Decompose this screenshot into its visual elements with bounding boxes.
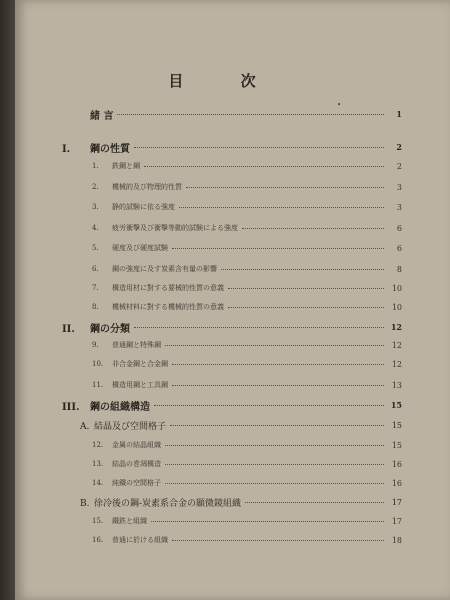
toc-entry-text: 結晶及び空間格子: [94, 421, 167, 432]
toc-entry-label: [92, 264, 217, 274]
leader-dots: [228, 287, 384, 289]
toc-page-number: 6: [396, 223, 402, 233]
toc-entry-label: [92, 302, 224, 312]
leader-dots: [165, 444, 384, 446]
toc-entry-text: 純鐵の空間格子: [112, 479, 161, 487]
leader-dots: [228, 306, 384, 308]
leader-dots: [165, 482, 384, 484]
toc-entry-text: 鐵鉄と組織: [112, 517, 147, 525]
toc-entry: [92, 300, 402, 314]
toc-page-number: 15: [391, 420, 402, 430]
toc-page-number: 6: [396, 243, 402, 253]
toc-entry: [92, 357, 402, 371]
toc-entry: [92, 476, 402, 490]
toc-entry-number: B.: [80, 498, 90, 509]
toc-entry: [92, 241, 402, 255]
toc-page-number: 3: [396, 202, 402, 212]
toc-entry-label: [92, 478, 161, 488]
toc-entry-text: 鋼の性質: [90, 143, 130, 155]
toc-entry: [92, 180, 402, 194]
toc-entry-text: 鋼の組織構造: [90, 401, 150, 413]
toc-entry-number: 13.: [92, 460, 104, 468]
toc-entry: [92, 457, 402, 471]
leader-dots: [134, 326, 384, 328]
toc-entry-number: 16.: [92, 536, 104, 544]
toc-page-number: 18: [391, 535, 402, 545]
toc-entry-number: 11.: [92, 381, 104, 389]
leader-dots: [186, 186, 384, 188]
ink-mark: •: [337, 101, 342, 109]
toc-entry-text: 機械的及び物理的性質: [112, 183, 182, 191]
toc-entry-text: 鉄鋼と鋼: [112, 162, 140, 170]
toc-entry-number: 14.: [92, 479, 104, 487]
toc-entry-number: 6.: [92, 265, 99, 273]
toc-entry-label: [92, 182, 182, 192]
leader-dots: [221, 268, 384, 270]
toc-page-number: 16: [391, 459, 402, 469]
toc-page-number: 3: [396, 182, 402, 192]
toc-entry: [62, 140, 402, 154]
leader-dots: [134, 146, 384, 148]
toc-entry-number: 1.: [92, 162, 99, 170]
toc-page-number: 10: [391, 302, 402, 312]
toc-page-number: 12: [391, 359, 402, 369]
toc-entry: [92, 438, 402, 452]
leader-dots: [151, 520, 384, 522]
leader-dots: [170, 424, 384, 426]
toc-entry-label: [92, 223, 238, 233]
toc-entry: [92, 159, 402, 173]
toc-entry-text: 普通に於ける組織: [112, 536, 168, 544]
toc-entry: [62, 398, 402, 412]
toc-entry-label: [92, 202, 175, 212]
leader-dots: [242, 227, 384, 229]
toc-entry-number: 2.: [92, 183, 99, 191]
toc-page-number: 2: [396, 142, 402, 152]
toc-entry-label: [80, 419, 166, 432]
toc-entry-label: [92, 459, 161, 469]
leader-dots: [172, 539, 384, 541]
toc-entry-text: 疲労衝撃及び衝撃等動的試験による強度: [112, 224, 238, 232]
leader-dots: [165, 463, 384, 465]
toc-entry-number: II.: [62, 323, 75, 335]
toc-entry-label: [80, 496, 241, 509]
toc-entry-text: 構造用鋼と工具鋼: [112, 381, 168, 389]
toc-entry-number: A.: [80, 421, 90, 432]
toc-entry-label: [62, 140, 130, 155]
leader-dots: [154, 404, 384, 406]
toc-page-number: 16: [391, 478, 402, 488]
toc-page-number: 12: [390, 322, 402, 332]
toc-entry: [92, 221, 402, 235]
toc-entry-label: [92, 161, 140, 171]
leader-dots: [172, 384, 384, 386]
toc-entry-number: 9.: [92, 341, 99, 349]
toc-entry-label: [92, 243, 168, 253]
toc-page-number: 17: [391, 516, 402, 526]
toc-entry-number: 7.: [92, 284, 99, 292]
leader-dots: [179, 206, 384, 208]
toc-entry-number: 3.: [92, 203, 99, 211]
toc-entry-label: [92, 535, 168, 545]
toc-entry-text: 静的試験に依る強度: [112, 203, 175, 211]
toc-entry-label: [92, 380, 168, 390]
leader-dots: [144, 165, 384, 167]
toc-entry: [92, 281, 402, 295]
toc-entry-label: [62, 320, 130, 335]
toc-entry-label: [92, 359, 168, 369]
leader-dots: [245, 501, 384, 503]
toc-entry: [92, 200, 402, 214]
toc-entry: [92, 262, 402, 276]
toc-page-number: 2: [396, 161, 402, 171]
toc-entry-number: 10.: [92, 360, 104, 368]
toc-entry-text: 普通鋼と特殊鋼: [112, 341, 161, 349]
toc-entry: [92, 533, 402, 547]
toc-entry-text: 金属の結晶組織: [112, 441, 161, 449]
toc-entry-text: 徐冷後の鋼-炭素系合金の顯微鏡組織: [94, 498, 242, 509]
toc-entry: [92, 514, 402, 528]
toc-entry-text: 緒 言: [90, 110, 114, 122]
toc-entry: [80, 418, 402, 432]
toc-entry-label: [92, 340, 161, 350]
page-title: 目 次: [168, 72, 282, 90]
toc-entry-text: 硬度及び硬度試験: [112, 244, 168, 252]
toc-entry-number: 5.: [92, 244, 99, 252]
toc-entry: [80, 495, 402, 509]
toc-entry-text: 構造用材に對する要械的性質の意義: [112, 284, 224, 292]
toc-entry-number: 8.: [92, 303, 99, 311]
toc-page-number: 17: [391, 497, 402, 507]
toc-entry-number: 12.: [92, 441, 104, 449]
toc-entry-label: [62, 107, 113, 122]
toc-page-number: 15: [390, 400, 402, 410]
leader-dots: [117, 113, 384, 115]
toc-entry-number: 4.: [92, 224, 99, 232]
toc-entry-text: 機械材料に對する機械的性質の意義: [112, 303, 224, 311]
toc-entry: [62, 320, 402, 334]
toc-entry-number: 15.: [92, 517, 104, 525]
toc-page-number: 1: [396, 109, 402, 119]
toc-entry-label: [92, 516, 147, 526]
toc-entry-text: 結晶の巻凋構造: [112, 460, 161, 468]
leader-dots: [165, 344, 384, 346]
toc-page-number: 13: [391, 380, 402, 390]
toc-entry-number: III.: [62, 401, 80, 413]
toc-entry: [62, 107, 402, 121]
toc-page-number: 10: [391, 283, 402, 293]
leader-dots: [172, 363, 384, 365]
toc-entry-text: 鋼の強度に及す炭素含有量の影響: [112, 265, 217, 273]
toc-entry-text: 鋼の分類: [90, 323, 130, 335]
toc-entry-number: I.: [62, 143, 71, 155]
toc-entry-label: [92, 283, 224, 293]
toc-entry-label: [62, 398, 150, 413]
toc-page-number: 15: [391, 440, 402, 450]
toc-entry: [92, 378, 402, 392]
toc-entry-text: 非合金鋼と合金鋼: [112, 360, 168, 368]
toc-entry-label: [92, 440, 161, 450]
toc-page-number: 12: [391, 340, 402, 350]
leader-dots: [172, 247, 384, 249]
toc-entry: [92, 338, 402, 352]
toc-page-number: 8: [396, 264, 402, 274]
